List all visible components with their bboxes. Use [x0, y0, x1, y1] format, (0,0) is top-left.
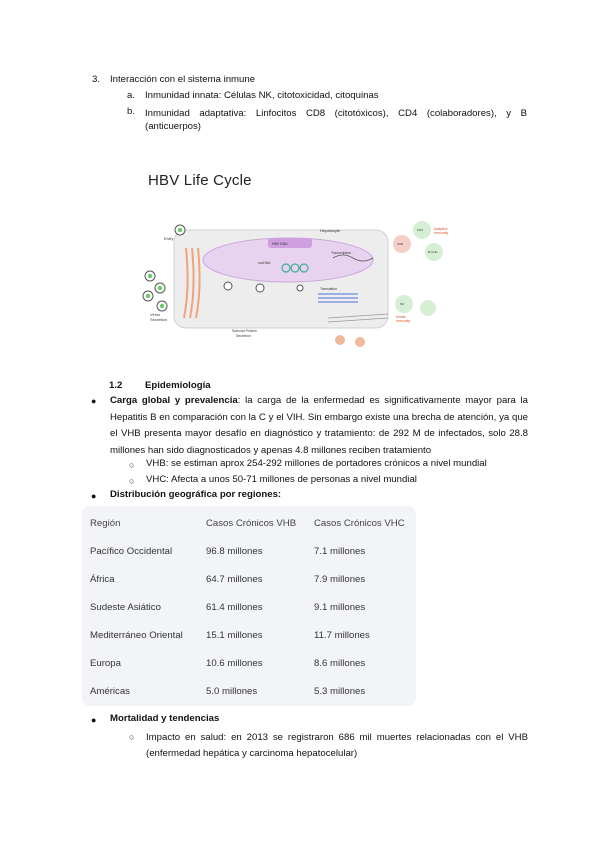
table-header: [82, 510, 416, 538]
cell-vhc: 9.1 millones: [314, 602, 366, 613]
virion-icon: [178, 228, 182, 232]
cell-region: Sudeste Asiático: [90, 602, 161, 613]
list-item-text: Inmunidad innata: Células NK, citotoxicidad, citoquinas: [145, 90, 379, 101]
vhc-item: VHC: Afecta a unos 50-71 millones de personas a nivel mundial: [146, 474, 417, 485]
impacto-item: Impacto en salud: en 2013 se registraron 686 mil muertes relacionadas con el VHB (enfermedad hepática y carcinoma hepatocelular): [146, 732, 528, 759]
virion-secretion-label: Secretion: [150, 317, 167, 322]
virion-secretion-label: Virion: [150, 312, 161, 317]
section-number: 1.2: [109, 380, 123, 391]
cell-vhc: 7.1 millones: [314, 546, 366, 557]
table-row: [82, 678, 416, 706]
cell-vhc: 7.9 millones: [314, 574, 366, 585]
bullet-icon: ●: [91, 396, 97, 406]
transcription-label: Transcription: [331, 251, 352, 255]
innate-label: Immunity: [396, 319, 411, 323]
carga-paragraph: [110, 393, 528, 459]
cell-vhb: 10.6 millones: [206, 658, 263, 669]
release-dot: [355, 337, 365, 347]
nk-label: NK: [400, 302, 405, 306]
circle-bullet-icon: ○: [129, 460, 135, 470]
virion-icon: [297, 285, 303, 291]
bullet-icon: ●: [91, 491, 97, 501]
b-cells-label: B-Cells: [428, 250, 438, 254]
entry-label: Entry: [164, 236, 174, 241]
release-dot: [335, 335, 345, 345]
subviral-label: Secretion: [236, 334, 251, 338]
hbv-diagram: [138, 168, 468, 358]
bullet-icon: ●: [91, 715, 97, 725]
list-item-continuation: (anticuerpos): [145, 121, 201, 132]
cell-vhc: 5.3 millones: [314, 686, 366, 697]
table-row: [82, 538, 416, 566]
virion-icon: [160, 304, 164, 308]
virion-icon: [148, 274, 152, 278]
regions-table: [82, 506, 416, 706]
cell-region: Américas: [90, 686, 130, 697]
subviral-label: Subviral Protein: [232, 329, 257, 333]
hepatocyte-label: Hepatocyte: [320, 228, 341, 233]
mortalidad-heading: Mortalidad y tendencias: [110, 713, 220, 724]
list-letter: a.: [127, 90, 136, 101]
cell-vhb: 61.4 millones: [206, 602, 263, 613]
table-row: [82, 566, 416, 594]
innate-label: Innate: [396, 315, 406, 319]
cell-vhb: 5.0 millones: [206, 686, 258, 697]
translation-label: Translation: [320, 287, 338, 291]
header-vhb: Casos Crónicos VHB: [206, 518, 297, 529]
list-number: 3.: [92, 74, 101, 85]
cell-region: Europa: [90, 658, 121, 669]
cell-vhc: 8.6 millones: [314, 658, 366, 669]
adaptive-label: Adaptive: [434, 227, 448, 231]
list-letter: b.: [127, 106, 136, 117]
table-row: [82, 650, 416, 678]
cccdna-label: cccDNA: [258, 261, 271, 265]
circle-bullet-icon: ○: [129, 476, 135, 486]
carga-text: : la carga de la enfermedad es significativamente mayor para la Hepatitis B en comparación con la C y el VIH. Sin embargo existe una brecha de atención, ya que el VHB presenta mayor desafío en diagnóstico y tratamiento: de 292 M de infectados, solo 28.8 millones han sido diagnosticados y apenas 4.8 millones reciben tratamiento: [110, 395, 528, 456]
cell-region: África: [90, 574, 115, 585]
figure-title: HBV Life Cycle: [148, 172, 252, 189]
section-heading: Epidemiología: [145, 380, 211, 391]
carga-label: Carga global y prevalencia: [110, 395, 238, 406]
cd4-label: CD4: [417, 228, 424, 232]
header-region: Región: [90, 518, 121, 529]
distribucion-heading: Distribución geográfica por regiones:: [110, 489, 282, 500]
cell-vhb: 96.8 millones: [206, 546, 263, 557]
cd8-label: CD8: [397, 242, 404, 246]
virion-icon: [158, 286, 162, 290]
vhb-item: VHB: se estiman aprox 254-292 millones de portadores crónicos a nivel mundial: [146, 458, 487, 469]
virion-icon: [146, 294, 150, 298]
cell-region: Mediterráneo Oriental: [90, 630, 183, 641]
cell-vhb: 15.1 millones: [206, 630, 263, 641]
virion-icon: [256, 284, 264, 292]
cell-region: Pacífico Occidental: [90, 546, 173, 557]
list-item-text: Inmunidad adaptativa: Linfocitos CD8 (citotóxicos), CD4 (colaboradores), y B: [145, 108, 527, 119]
section-title: Interacción con el sistema inmune: [110, 74, 256, 85]
table-row: [82, 594, 416, 622]
adaptive-label: Immunity: [434, 231, 449, 235]
hbv-life-cycle-figure: [138, 168, 468, 358]
circle-bullet-icon: ○: [129, 732, 135, 742]
other-cell: [420, 300, 436, 316]
virion-icon: [224, 282, 232, 290]
cell-vhc: 11.7 millones: [314, 630, 370, 641]
header-vhc: Casos Crónicos VHC: [314, 518, 405, 529]
hbv-dna-label: HBV DNA: [272, 242, 288, 246]
cell-vhb: 64.7 millones: [206, 574, 263, 585]
table-row: [82, 622, 416, 650]
